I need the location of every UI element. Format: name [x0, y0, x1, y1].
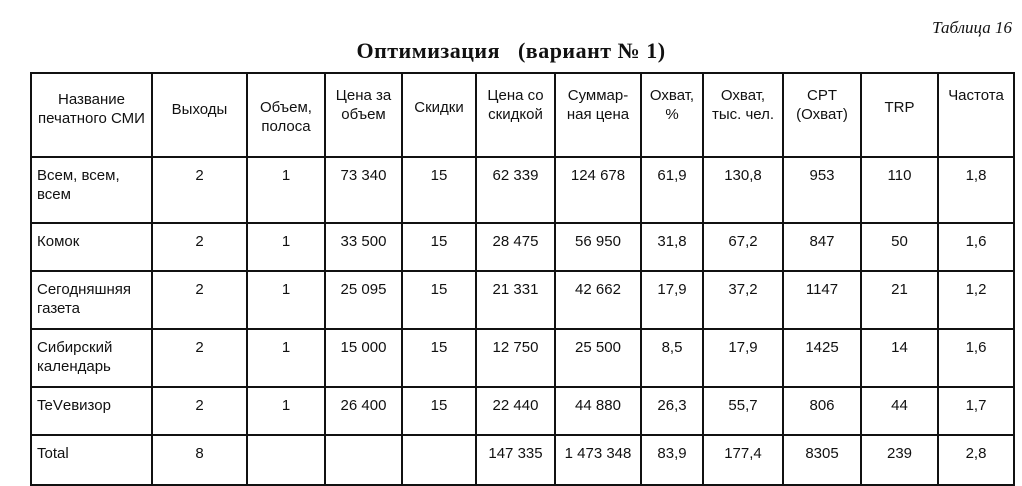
cell-trp: 14 [861, 329, 938, 387]
cell-reach-thousands: 37,2 [703, 271, 783, 329]
title-variant: (вариант № 1) [517, 38, 666, 63]
cell-total-price: 25 500 [555, 329, 641, 387]
cell-discounted-price: 22 440 [476, 387, 555, 435]
cell-reach-percent: 83,9 [641, 435, 703, 485]
cell-media-name: Всем, всем, всем [31, 157, 152, 223]
cell-price-per-volume [325, 435, 402, 485]
cell-outputs: 2 [152, 271, 247, 329]
cell-trp: 110 [861, 157, 938, 223]
cell-reach-percent: 17,9 [641, 271, 703, 329]
cell-reach-percent: 61,9 [641, 157, 703, 223]
cell-media-name: TeVевизор [31, 387, 152, 435]
cell-frequency: 1,6 [938, 329, 1014, 387]
header-media-name: Название печатного СМИ [31, 73, 152, 157]
header-discounted-price: Цена со скидкой [476, 73, 555, 157]
page-title [0, 38, 1022, 64]
cell-reach-thousands: 17,9 [703, 329, 783, 387]
cell-trp: 239 [861, 435, 938, 485]
cell-outputs: 2 [152, 157, 247, 223]
cell-discount: 15 [402, 329, 476, 387]
cell-reach-thousands: 67,2 [703, 223, 783, 271]
cell-volume [247, 435, 325, 485]
cell-volume: 1 [247, 223, 325, 271]
total-row [31, 435, 1014, 485]
cell-volume: 1 [247, 329, 325, 387]
optimization-table [30, 72, 1015, 486]
cell-total-price: 56 950 [555, 223, 641, 271]
cell-reach-thousands: 130,8 [703, 157, 783, 223]
table-row [31, 271, 1014, 329]
cell-price-per-volume: 73 340 [325, 157, 402, 223]
cell-discounted-price: 147 335 [476, 435, 555, 485]
cell-discounted-price: 21 331 [476, 271, 555, 329]
cell-price-per-volume: 26 400 [325, 387, 402, 435]
cell-outputs: 2 [152, 223, 247, 271]
header-frequency: Частота [938, 73, 1014, 157]
cell-total-price: 124 678 [555, 157, 641, 223]
cell-discounted-price: 28 475 [476, 223, 555, 271]
cell-reach-percent: 26,3 [641, 387, 703, 435]
cell-cpt: 847 [783, 223, 861, 271]
cell-discount: 15 [402, 387, 476, 435]
cell-outputs: 2 [152, 387, 247, 435]
cell-reach-thousands: 55,7 [703, 387, 783, 435]
cell-frequency: 2,8 [938, 435, 1014, 485]
cell-media-name: Комок [31, 223, 152, 271]
header-price-per-volume: Цена за объем [325, 73, 402, 157]
cell-cpt: 1425 [783, 329, 861, 387]
table-row [31, 387, 1014, 435]
cell-trp: 44 [861, 387, 938, 435]
cell-discounted-price: 62 339 [476, 157, 555, 223]
cell-trp: 21 [861, 271, 938, 329]
cell-frequency: 1,2 [938, 271, 1014, 329]
cell-discount: 15 [402, 223, 476, 271]
cell-cpt: 8305 [783, 435, 861, 485]
title-main: Оптимизация [356, 38, 500, 63]
header-total-price: Суммар-ная цена [555, 73, 641, 157]
cell-discount: 15 [402, 157, 476, 223]
cell-volume: 1 [247, 157, 325, 223]
header-discounts: Скидки [402, 73, 476, 157]
cell-reach-percent: 31,8 [641, 223, 703, 271]
cell-price-per-volume: 33 500 [325, 223, 402, 271]
cell-total-price: 1 473 348 [555, 435, 641, 485]
cell-frequency: 1,8 [938, 157, 1014, 223]
table-row [31, 223, 1014, 271]
cell-outputs: 2 [152, 329, 247, 387]
cell-reach-thousands: 177,4 [703, 435, 783, 485]
header-reach-thousands: Охват, тыс. чел. [703, 73, 783, 157]
cell-price-per-volume: 15 000 [325, 329, 402, 387]
header-trp: TRP [861, 73, 938, 157]
cell-discount [402, 435, 476, 485]
cell-cpt: 1147 [783, 271, 861, 329]
cell-outputs: 8 [152, 435, 247, 485]
header-volume: Объем, полоса [247, 73, 325, 157]
cell-reach-percent: 8,5 [641, 329, 703, 387]
cell-price-per-volume: 25 095 [325, 271, 402, 329]
cell-media-name: Сегодняшняя газета [31, 271, 152, 329]
cell-total-price: 44 880 [555, 387, 641, 435]
table-row [31, 157, 1014, 223]
header-outputs: Выходы [152, 73, 247, 157]
cell-frequency: 1,7 [938, 387, 1014, 435]
cell-trp: 50 [861, 223, 938, 271]
cell-discounted-price: 12 750 [476, 329, 555, 387]
header-row [31, 73, 1014, 157]
cell-total-price: 42 662 [555, 271, 641, 329]
cell-frequency: 1,6 [938, 223, 1014, 271]
table-number-label: Таблица 16 [932, 18, 1012, 37]
cell-discount: 15 [402, 271, 476, 329]
cell-media-name: Сибирский календарь [31, 329, 152, 387]
cell-cpt: 953 [783, 157, 861, 223]
cell-total-label: Total [31, 435, 152, 485]
table-row [31, 329, 1014, 387]
cell-volume: 1 [247, 271, 325, 329]
header-cpt-reach: CPT (Охват) [783, 73, 861, 157]
cell-volume: 1 [247, 387, 325, 435]
header-reach-percent: Охват, % [641, 73, 703, 157]
cell-cpt: 806 [783, 387, 861, 435]
